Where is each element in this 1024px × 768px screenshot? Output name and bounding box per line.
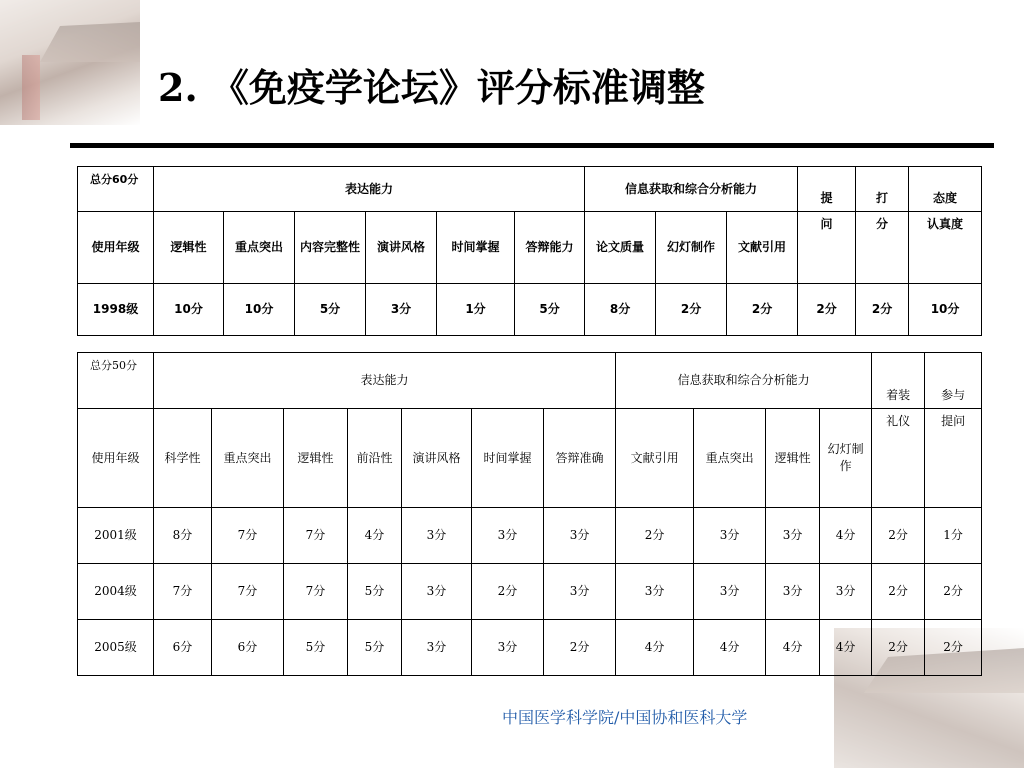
score-cell: 8分 (585, 284, 656, 336)
table-row (78, 508, 982, 564)
score-cell: 3分 (544, 508, 616, 564)
extra-header-top: 提 (798, 167, 856, 212)
score-cell: 4分 (616, 620, 694, 676)
group-header-expression: 表达能力 (154, 353, 616, 409)
criterion-header: 演讲风格 (366, 212, 437, 284)
score-cell: 2分 (925, 564, 982, 620)
score-cell: 7分 (284, 564, 348, 620)
table-row (78, 620, 982, 676)
table-row (78, 284, 982, 336)
criterion-header: 演讲风格 (402, 409, 472, 508)
score-cell: 3分 (402, 564, 472, 620)
score-cell: 5分 (295, 284, 366, 336)
criterion-header: 时间掌握 (472, 409, 544, 508)
score-cell: 10分 (909, 284, 982, 336)
criterion-header: 重点突出 (212, 409, 284, 508)
criterion-header: 答辩准确 (544, 409, 616, 508)
score-cell: 5分 (515, 284, 585, 336)
criterion-header: 逻辑性 (154, 212, 224, 284)
score-cell: 6分 (212, 620, 284, 676)
roof-shape (40, 22, 140, 62)
score-cell: 4分 (694, 620, 766, 676)
extra-header-bottom: 分 (856, 212, 909, 284)
criterion-header: 逻辑性 (766, 409, 820, 508)
score-cell: 1分 (925, 508, 982, 564)
criterion-header: 科学性 (154, 409, 212, 508)
year-header: 使用年级 (78, 212, 154, 284)
decorative-photo-top-left (0, 0, 140, 125)
score-cell: 2分 (872, 564, 925, 620)
extra-header-top: 着装 (872, 353, 925, 409)
extra-header-top: 态度 (909, 167, 982, 212)
criterion-header: 前沿性 (348, 409, 402, 508)
score-cell: 2分 (544, 620, 616, 676)
score-cell: 3分 (766, 564, 820, 620)
score-cell: 2分 (727, 284, 798, 336)
year-cell: 2004级 (78, 564, 154, 620)
score-cell: 7分 (154, 564, 212, 620)
score-cell: 3分 (402, 620, 472, 676)
extra-header-bottom: 认真度 (909, 212, 982, 284)
scoring-table-60 (77, 166, 982, 336)
score-cell: 7分 (212, 508, 284, 564)
total-score-label: 总分60分 (78, 167, 154, 212)
slide-title: 2. 《免疫学论坛》评分标准调整 (158, 65, 705, 110)
score-cell: 5分 (348, 620, 402, 676)
score-cell: 3分 (694, 564, 766, 620)
score-cell: 5分 (284, 620, 348, 676)
score-cell: 2分 (656, 284, 727, 336)
score-cell: 3分 (472, 508, 544, 564)
score-cell: 2分 (872, 508, 925, 564)
year-cell: 2001级 (78, 508, 154, 564)
score-cell: 3分 (820, 564, 872, 620)
year-cell: 1998级 (78, 284, 154, 336)
extra-header-top: 参与 (925, 353, 982, 409)
score-cell: 3分 (402, 508, 472, 564)
scoring-table-50 (77, 352, 982, 676)
extra-header-top: 打 (856, 167, 909, 212)
score-cell: 3分 (544, 564, 616, 620)
extra-header-bottom: 提问 (925, 409, 982, 508)
score-cell: 4分 (348, 508, 402, 564)
criterion-header: 幻灯制作 (656, 212, 727, 284)
score-cell: 4分 (820, 508, 872, 564)
group-header-info: 信息获取和综合分析能力 (616, 353, 872, 409)
year-cell: 2005级 (78, 620, 154, 676)
score-cell: 2分 (472, 564, 544, 620)
score-cell: 7分 (284, 508, 348, 564)
score-cell: 3分 (616, 564, 694, 620)
year-header: 使用年级 (78, 409, 154, 508)
institution-footer: 中国医学科学院/中国协和医科大学 (502, 708, 748, 727)
score-cell: 3分 (366, 284, 437, 336)
title-underline (70, 143, 994, 148)
extra-header-bottom: 问 (798, 212, 856, 284)
score-cell: 10分 (154, 284, 224, 336)
score-cell: 4分 (820, 620, 872, 676)
score-cell: 7分 (212, 564, 284, 620)
score-cell: 3分 (472, 620, 544, 676)
criterion-header: 文献引用 (727, 212, 798, 284)
score-cell: 2分 (616, 508, 694, 564)
table-row (78, 564, 982, 620)
pillar-shape (22, 55, 40, 120)
criterion-header: 答辩能力 (515, 212, 585, 284)
criterion-header: 内容完整性 (295, 212, 366, 284)
score-cell: 3分 (694, 508, 766, 564)
score-cell: 1分 (437, 284, 515, 336)
score-cell: 2分 (798, 284, 856, 336)
group-header-expression: 表达能力 (154, 167, 585, 212)
score-cell: 2分 (925, 620, 982, 676)
criterion-header: 幻灯制作 (820, 409, 872, 508)
score-cell: 4分 (766, 620, 820, 676)
extra-header-bottom: 礼仪 (872, 409, 925, 508)
criterion-header: 论文质量 (585, 212, 656, 284)
score-cell: 5分 (348, 564, 402, 620)
criterion-header: 逻辑性 (284, 409, 348, 508)
criterion-header: 重点突出 (694, 409, 766, 508)
criterion-header: 文献引用 (616, 409, 694, 508)
criterion-header: 重点突出 (224, 212, 295, 284)
score-cell: 3分 (766, 508, 820, 564)
score-cell: 2分 (856, 284, 909, 336)
score-cell: 10分 (224, 284, 295, 336)
total-score-label: 总分50分 (78, 353, 154, 409)
score-cell: 8分 (154, 508, 212, 564)
score-cell: 6分 (154, 620, 212, 676)
criterion-header: 时间掌握 (437, 212, 515, 284)
group-header-info: 信息获取和综合分析能力 (585, 167, 798, 212)
score-cell: 2分 (872, 620, 925, 676)
